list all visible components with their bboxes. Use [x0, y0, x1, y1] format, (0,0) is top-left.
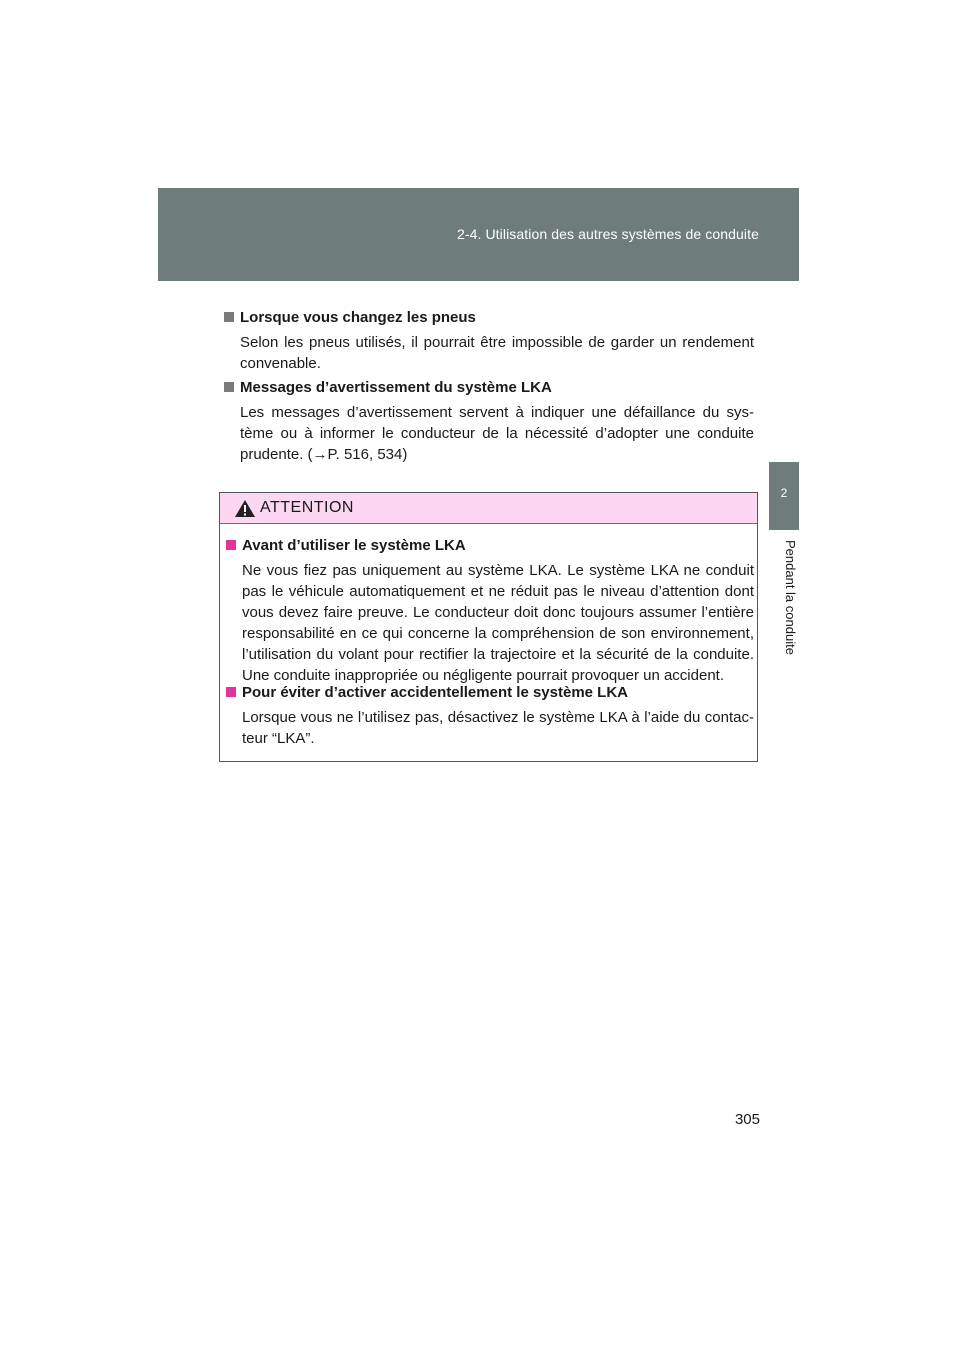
warning-item-avoid-activation: [226, 682, 754, 749]
warning-item-text: Ne vous fiez pas uniquement au système LKA. Le système LKA ne conduit pas le véhicule automatiquement et ne réduit pas le niveau d’attention dont vous devez faire preuve. Le conducteur doit donc toujours assumer l’entière responsabilité en ce qui concerne la compréhension de son environnement, l’utilisation du volant pour rectifier la trajectoire et la sécurité de la conduite. Une conduite inappropriée ou négligente pourrait provoquer un accident.: [242, 562, 754, 684]
square-bullet-icon: [224, 312, 234, 322]
section-heading: Lorsque vous changez les pneus: [240, 309, 476, 326]
square-bullet-icon: [226, 687, 236, 697]
warning-box: [219, 492, 758, 762]
warning-title: ATTENTION: [260, 499, 354, 516]
section-text: Les messages d’avertissement servent à indiquer une défaillance du sys-tème ou à informer le conducteur de la nécessité d’adopter une conduite prudente. (→P. 516, 534): [240, 404, 754, 463]
square-bullet-icon: [226, 540, 236, 550]
warning-item-before-use: [226, 535, 754, 686]
section-tires: [224, 307, 754, 374]
warning-item-text: Lorsque vous ne l’utilisez pas, désactivez le système LKA à l’aide du contac-teur “LKA”.: [242, 709, 754, 747]
warning-header: [220, 493, 757, 524]
header-band: [158, 188, 799, 281]
warning-item-heading: Pour éviter d’activer accidentellement le système LKA: [242, 684, 628, 701]
warning-triangle-icon: [234, 499, 256, 518]
side-tab-number: 2: [780, 486, 788, 500]
section-title: 2-4. Utilisation des autres systèmes de conduite: [456, 226, 759, 242]
side-tab-label: Pendant la conduite: [783, 540, 798, 655]
section-text: Selon les pneus utilisés, il pourrait être impossible de garder un rendement convenable.: [240, 334, 754, 372]
side-tab: [769, 462, 799, 530]
square-bullet-icon: [224, 382, 234, 392]
warning-item-heading: Avant d’utiliser le système LKA: [242, 537, 466, 554]
section-heading: Messages d’avertissement du système LKA: [240, 379, 552, 396]
page-number: 305: [734, 1111, 760, 1128]
section-warning-messages: [224, 377, 754, 465]
